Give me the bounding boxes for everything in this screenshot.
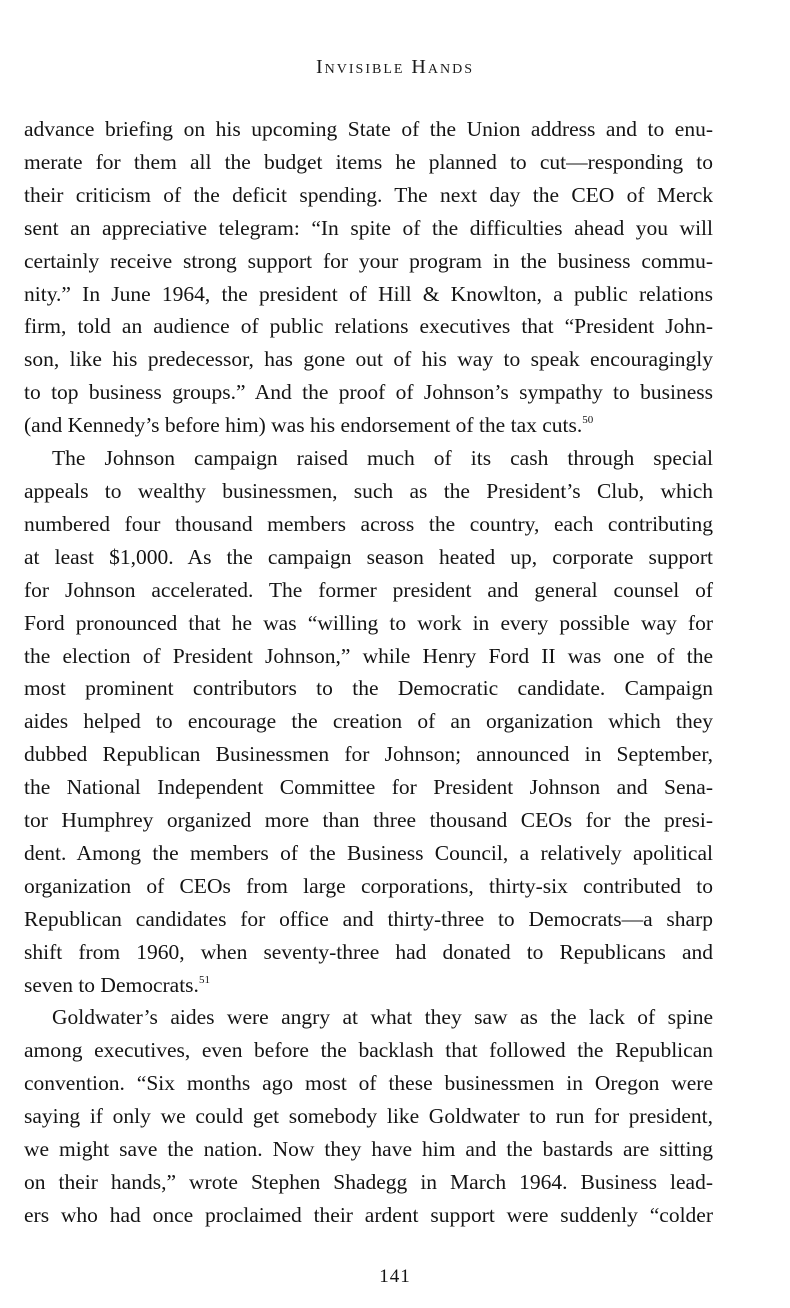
text-line: saying if only we could get somebody like Goldwater to run for president,: [24, 1104, 713, 1129]
text-line: we might save the nation. Now they have him and the bastards are sitting: [24, 1137, 713, 1162]
text-line: merate for them all the budget items he planned to cut—responding to: [24, 149, 713, 174]
text-line: the election of President Johnson,” while Henry Ford II was one of the: [24, 643, 713, 668]
text-line: for Johnson accelerated. The former president and general counsel of: [24, 577, 713, 602]
text-line-last: [24, 969, 713, 1002]
text-line: among executives, even before the backlash that followed the Republican: [24, 1038, 713, 1063]
text-line: nity.” In June 1964, the president of Hill & Knowlton, a public relations: [24, 281, 713, 306]
text-line: dent. Among the members of the Business Council, a relatively apolitical: [24, 840, 713, 865]
text-line: firm, told an audience of public relations executives that “President John-: [24, 314, 713, 339]
text-line-indented: The Johnson campaign raised much of its cash through special: [52, 446, 713, 471]
text-line: sent an appreciative telegram: “In spite of the difficulties ahead you will: [24, 215, 713, 240]
text-line-content: seven to Democrats.: [24, 972, 199, 997]
text-line-last: [24, 409, 713, 442]
text-line: ers who had once proclaimed their ardent support were suddenly “colder: [24, 1202, 713, 1227]
text-line-content: (and Kennedy’s before him) was his endorsement of the tax cuts.: [24, 413, 583, 438]
text-line: at least $1,000. As the campaign season heated up, corporate support: [24, 544, 713, 569]
text-line: certainly receive strong support for your program in the business commu-: [24, 248, 713, 273]
paragraph-3: [24, 1001, 713, 1231]
page-number: 141: [379, 1266, 411, 1287]
text-line: to top business groups.” And the proof of Johnson’s sympathy to business: [24, 380, 713, 405]
text-line: organization of CEOs from large corporations, thirty-six contributed to: [24, 873, 713, 898]
text-line: their criticism of the deficit spending. The next day the CEO of Merck: [24, 182, 713, 207]
text-line: most prominent contributors to the Democratic candidate. Campaign: [24, 676, 713, 701]
body-text: [24, 113, 713, 1232]
text-line: aides helped to encourage the creation of an organization which they: [24, 709, 713, 734]
text-line: appeals to wealthy businessmen, such as the President’s Club, which: [24, 478, 713, 503]
text-line: numbered four thousand members across the country, each contributing: [24, 511, 713, 536]
text-line: advance briefing on his upcoming State of the Union address and to enu-: [24, 117, 713, 141]
text-line: convention. “Six months ago most of these businessmen in Oregon were: [24, 1071, 713, 1096]
text-line: tor Humphrey organized more than three thousand CEOs for the presi-: [24, 808, 713, 833]
text-line: son, like his predecessor, has gone out of his way to speak encouragingly: [24, 347, 713, 372]
text-line-indented: Goldwater’s aides were angry at what they saw as the lack of spine: [52, 1005, 713, 1030]
text-line: Ford pronounced that he was “willing to work in every possible way for: [24, 610, 713, 635]
footnote-ref-51[interactable]: 51: [198, 973, 210, 986]
text-line: on their hands,” wrote Stephen Shadegg in March 1964. Business lead-: [24, 1170, 713, 1194]
text-line: Republican candidates for office and thirty-three to Democrats—a sharp: [24, 906, 713, 931]
text-line: dubbed Republican Businessmen for Johnson; announced in September,: [24, 742, 713, 767]
paragraph-2: [24, 442, 713, 1001]
footnote-ref-50[interactable]: 50: [582, 414, 594, 427]
text-line: shift from 1960, when seventy-three had donated to Republicans and: [24, 939, 713, 964]
running-head: Invisible Hands: [316, 56, 474, 78]
paragraph-1: [24, 113, 713, 442]
text-line: the National Independent Committee for President Johnson and Sena-: [24, 775, 713, 800]
